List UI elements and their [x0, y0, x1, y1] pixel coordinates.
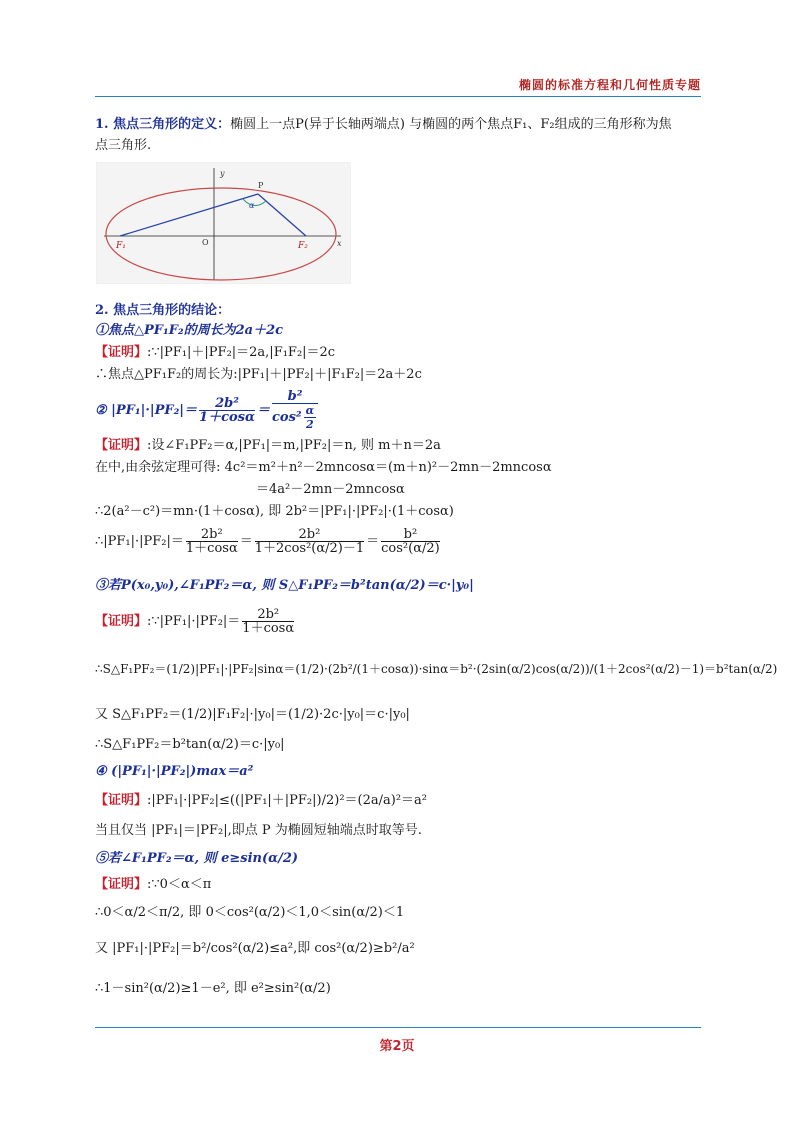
conclusion-2-proof-2: 在中,由余弦定理可得: 4c²＝m²＋n²－2mncosα＝(m＋n)²－2mn－2mncosα — [95, 460, 552, 475]
conclusion-2-den1: 1＋cosα — [199, 410, 255, 425]
proof-label: 【证明】 — [95, 877, 148, 892]
conclusion-2-num2: b² — [272, 390, 318, 404]
conclusion-5-proof-4: ∴1－sin²(α/2)≥1－e², 即 e²≥sin²(α/2) — [95, 981, 331, 996]
proof5-eq2: ＝ — [366, 534, 380, 549]
definition-heading: 1. 焦点三角形的定义： — [95, 117, 231, 132]
proof5-den3: cos²(α/2) — [381, 541, 440, 556]
proof5-num1: 2b² — [186, 528, 238, 542]
page-header-title: 椭圆的标准方程和几何性质专题 — [518, 78, 701, 92]
proof5-eq1: ＝ — [239, 534, 253, 549]
c3-num: 2b² — [242, 608, 294, 622]
conclusion-4-proof-2: 当且仅当 |PF₁|＝|PF₂|,即点 P 为椭圆短轴端点时取等号. — [95, 823, 422, 838]
proof5-den1: 1＋cosα — [185, 541, 238, 556]
conclusion-2-eq: ＝ — [257, 403, 271, 418]
definition-text-2: 点三角形. — [95, 138, 152, 153]
proof5-num3: b² — [381, 528, 440, 542]
definition-text-1: 椭圆上一点P(异于长轴两端点) 与椭圆的两个焦点F₁、F₂组成的三角形称为焦 — [230, 117, 672, 132]
conclusion-5-title: ⑤若∠F₁PF₂＝α, 则 e≥sin(α/2) — [95, 851, 299, 866]
conclusion-2-num1: 2b² — [199, 397, 255, 411]
x-label: x — [337, 239, 342, 248]
header-rule — [95, 96, 701, 97]
footer-rule — [95, 1027, 701, 1028]
conclusion-5-proof-2: ∴0＜α/2＜π/2, 即 0＜cos²(α/2)＜1,0＜sin(α/2)＜1 — [95, 905, 405, 920]
f1-label: F₁ — [116, 241, 126, 251]
f2-label: F₂ — [298, 241, 308, 251]
proof-label: 【证明】 — [95, 614, 148, 629]
conclusion-5-proof-text: ∵0＜α＜π — [151, 877, 212, 892]
conclusion-5-proof-1: 【证明】:∵0＜α＜π — [95, 877, 212, 892]
conclusion-2-den2-alpha: α — [305, 404, 315, 417]
conclusion-5-proof-3: 又 |PF₁|·|PF₂|＝b²/cos²(α/2)≤a²,即 cos²(α/2)≥b²/a² — [95, 941, 415, 956]
conclusion-3-proof-4: ∴S△F₁PF₂＝b²tan(α/2)＝c·|y₀| — [95, 737, 285, 752]
alpha-label: α — [249, 201, 255, 210]
point-p-label: P — [258, 181, 264, 190]
conclusion-3-title: ③若P(x₀,y₀),∠F₁PF₂＝α, 则 S△F₁PF₂＝b²tan(α/2)＝c·|y₀| — [95, 578, 474, 593]
ellipse-diagram — [96, 162, 351, 284]
conclusion-2-proof-4: ∴2(a²－c²)＝mn·(1＋cosα), 即 2b²＝|PF₁|·|PF₂|·(1＋cosα) — [95, 504, 454, 519]
conclusion-4-proof-text: |PF₁|·|PF₂|≤((|PF₁|＋|PF₂|)/2)²＝(2a/a)²＝a² — [151, 793, 428, 808]
proof-label: 【证明】 — [95, 345, 148, 360]
conclusion-3-proof-1: 【证明】:∵|PF₁|·|PF₂|＝ $\frac{\text{2b²}}{1+\cos\alpha}$ — [95, 607, 295, 636]
c3-den: 1＋cosα — [242, 621, 295, 636]
conclusion-3-proof-3: 又 S△F₁PF₂＝(1/2)|F₁F₂|·|y₀|＝(1/2)·2c·|y₀|＝c·|y₀| — [95, 707, 410, 722]
proof-label: 【证明】 — [95, 438, 148, 453]
conclusion-1-title: ①焦点△PF₁F₂的周长为2a＋2c — [95, 323, 284, 338]
conclusion-2-lhs: ② |PF₁|·|PF₂|＝ — [95, 403, 198, 418]
conclusion-2-proof-1: 【证明】:设∠F₁PF₂＝α,|PF₁|＝m,|PF₂|＝n, 则 m＋n＝2a — [95, 438, 441, 453]
conclusions-heading: 2. 焦点三角形的结论： — [95, 303, 231, 318]
conclusion-1-proof-1: 【证明】:∵|PF₁|＋|PF₂|＝2a,|F₁F₂|＝2c — [95, 345, 336, 360]
conclusion-2-title — [95, 390, 320, 430]
conclusion-2-proof-text: 设∠F₁PF₂＝α,|PF₁|＝m,|PF₂|＝n, 则 m＋n＝2a — [151, 438, 441, 453]
conclusion-3-proof-2: ∴S△F₁PF₂＝(1/2)|PF₁|·|PF₂|sinα＝(1/2)·(2b²/(1＋cosα))·sinα＝b²·(2sin(α/2)cos(α/2))/(1＋2cos²(α/2)－1)＝b²tan(α/2) — [95, 662, 778, 676]
conclusion-2-den2-two: 2 — [306, 418, 314, 431]
conclusion-4-proof-1: 【证明】:|PF₁|·|PF₂|≤((|PF₁|＋|PF₂|)/2)²＝(2a/a)²＝a² — [95, 793, 428, 808]
proof5-den2: 1＋2cos²(α/2)－1 — [254, 541, 365, 556]
y-label: y — [220, 169, 225, 178]
page-number: 第2页 — [379, 1039, 415, 1054]
proof-label: 【证明】 — [95, 793, 148, 808]
proof5-num2: 2b² — [255, 528, 364, 542]
definition-line-1 — [95, 116, 672, 134]
origin-label: O — [202, 238, 209, 247]
conclusion-1-proof-2: ∴焦点△PF₁F₂的周长为:|PF₁|＋|PF₂|＋|F₁F₂|＝2a＋2c — [95, 367, 422, 382]
conclusion-4-title: ④ (|PF₁|·|PF₂|)max＝a² — [95, 764, 254, 779]
conclusion-1-proof-text: ∵|PF₁|＋|PF₂|＝2a,|F₁F₂|＝2c — [151, 345, 336, 360]
conclusion-3-proof-1-lhs: ∵|PF₁|·|PF₂|＝ — [151, 614, 241, 629]
conclusion-2-proof-5-lhs: ∴|PF₁|·|PF₂|＝ — [95, 534, 184, 549]
conclusion-2-den2: cos² — [272, 410, 302, 425]
conclusion-2-proof-3: ＝4a²－2mn－2mncosα — [256, 482, 405, 497]
conclusion-2-proof-5 — [95, 522, 442, 562]
